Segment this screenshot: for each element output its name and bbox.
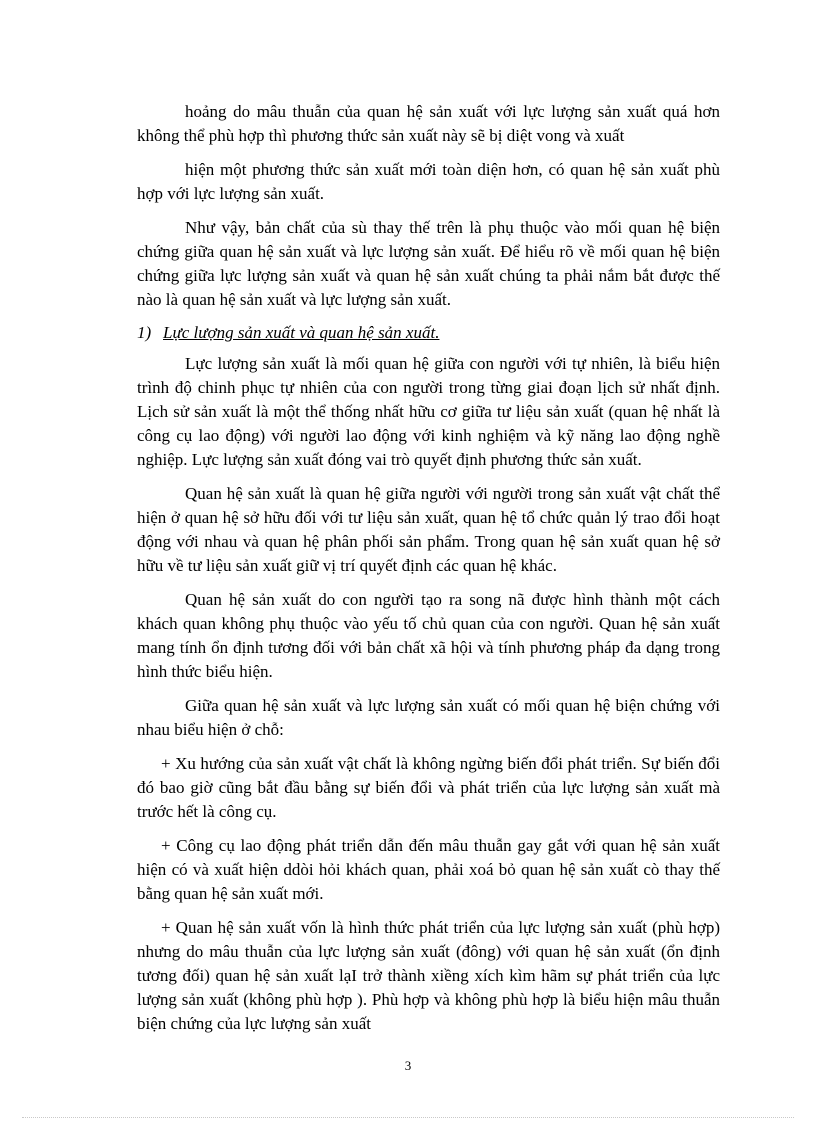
paragraph: hoảng do mâu thuẫn của quan hệ sản xuất với lực lượng sản xuất quá hơn không thể phù hợp thì phương thức sản xuất này sẽ bị diệt vong và xuất — [137, 102, 720, 145]
section-title: Lực lượng sản xuất và quan hệ sản xuất. — [163, 323, 440, 342]
paragraph: Quan hệ sản xuất do con người tạo ra song nã được hình thành một cách khách quan không phụ thuộc vào yếu tố chủ quan của con người. Quan hệ sản xuất mang tính ổn định tương đối với bản chất xã hội và tính phương pháp đa dạng trong hình thức biểu hiện. — [137, 590, 720, 681]
bullet-paragraph: + Quan hệ sản xuất vốn là hình thức phát triển của lực lượng sản xuất (phù hợp) nhưng do mâu thuẫn của lực lượng sản xuất (đông) với quan hệ sản xuất (ổn định tương đối) quan hệ sản xuất lạI trở thành xiềng xích kìm hãm sự phát triển của lực lượng sản xuất (không phù hợp ). Phù hợp và không phù hợp là biểu hiện mâu thuẫn biện chứng của lực lượng sản xuất — [137, 918, 720, 1033]
section-heading — [137, 322, 720, 344]
bullet-paragraph: + Công cụ lao động phát triển dẫn đến mâu thuẫn gay gắt với quan hệ sản xuất hiện có và xuất hiện ddòi hỏi khách quan, phải xoá bỏ quan hệ sản xuất cò thay thế bằng quan hệ sản xuất mới. — [137, 836, 720, 903]
paragraph: Giữa quan hệ sản xuất và lực lượng sản xuất có mối quan hệ biện chứng với nhau biểu hiện ở chỗ: — [137, 696, 720, 739]
section-number: 1) — [137, 323, 152, 342]
paragraph: Lực lượng sản xuất là mối quan hệ giữa con người với tự nhiên, là biểu hiện trình độ chinh phục tự nhiên của con người trong từng giai đoạn lịch sử nhất định. Lịch sử sản xuất là một thể thống nhất hữu cơ giữa tư liệu sản xuất (quan hệ nhất là công cụ lao động) với người lao động với kinh nghiệm và kỹ năng lao động nghề nghiệp. Lực lượng sản xuất đóng vai trò quyết định phương thức sản xuất. — [137, 354, 720, 469]
paragraph: hiện một phương thức sản xuất mới toàn diện hơn, có quan hệ sản xuất phù hợp với lực lượng sản xuất. — [137, 160, 720, 203]
paragraph: Như vậy, bản chất của sù thay thế trên là phụ thuộc vào mối quan hệ biện chứng giữa quan hệ sản xuất và lực lượng sản xuất. Để hiểu rõ về mối quan hệ biện chứng giữa lực lượng sản xuất và quan hệ sản xuất chúng ta phải nắm bắt được thế nào là quan hệ sản xuất và lực lượng sản xuất. — [137, 218, 720, 309]
paragraph: Quan hệ sản xuất là quan hệ giữa người với người trong sản xuất vật chất thể hiện ở quan hệ sở hữu đối với tư liệu sản xuất, quan hệ tổ chức quản lý trao đổi hoạt động với nhau và quan hệ phân phối sản phẩm. Trong quan hệ sản xuất quan hệ sở hữu về tư liệu sản xuất giữ vị trí quyết định các quan hệ khác. — [137, 484, 720, 575]
page-body — [137, 100, 720, 1046]
bullet-paragraph: + Xu hướng của sản xuất vật chất là không ngừng biến đổi phát triển. Sự biến đổi đó bao giờ cũng bắt đầu bằng sự biến đổi và phát triển của lực lượng sản xuất mà trước hết là công cụ. — [137, 754, 720, 821]
footer-divider — [22, 1117, 794, 1118]
page-number: 3 — [404, 1058, 412, 1073]
